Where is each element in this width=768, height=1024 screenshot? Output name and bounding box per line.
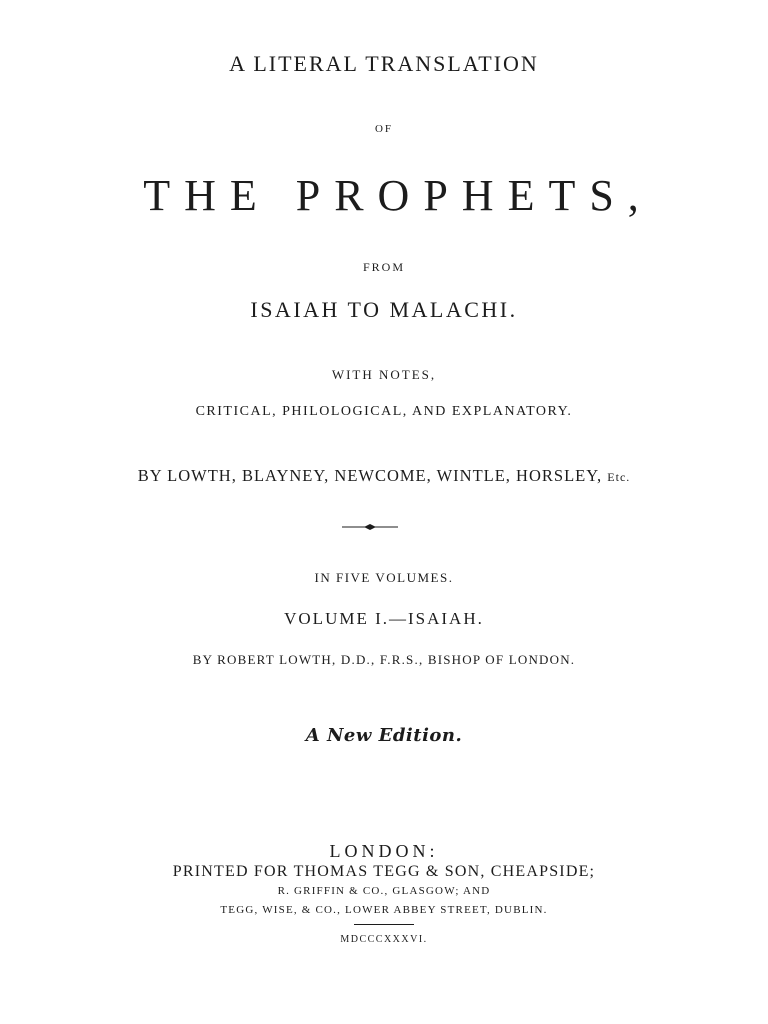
main-title: THE PROPHETS, (143, 171, 653, 220)
volume-author-line: BY ROBERT LOWTH, D.D., F.R.S., BISHOP OF LONDON. (192, 652, 576, 667)
authors-text: BY LOWTH, BLAYNEY, NEWCOME, WINTLE, HORSLEY, (137, 466, 603, 485)
title-line-of: OF (374, 123, 394, 135)
authors-line (0, 468, 768, 485)
authors-etc: Etc. (607, 470, 631, 484)
subtitle: ISAIAH TO MALACHI. (250, 297, 518, 322)
imprint-place: LONDON: (329, 841, 439, 861)
title-line-from: FROM (362, 260, 405, 274)
volume-line: VOLUME I.—ISAIAH. (284, 609, 484, 628)
imprint-printer-dublin: TEGG, WISE, & CO., LOWER ABBEY STREET, DUBLIN. (220, 904, 548, 916)
title-line-literal-translation: A LITERAL TRANSLATION (229, 51, 539, 76)
edition-line: A New Edition. (305, 725, 463, 746)
imprint-date: MDCCCXXXVI. (340, 934, 428, 945)
notes-kind-line: CRITICAL, PHILOLOGICAL, AND EXPLANATORY. (195, 404, 573, 419)
imprint-printer: PRINTED FOR THOMAS TEGG & SON, CHEAPSIDE; (172, 863, 596, 880)
ornament-divider (342, 520, 398, 534)
with-notes-line: WITH NOTES, (331, 367, 437, 382)
imprint-rule (354, 924, 414, 925)
imprint-printer-glasgow: R. GRIFFIN & CO., GLASGOW; AND (277, 885, 491, 897)
volumes-count-line: IN FIVE VOLUMES. (314, 570, 454, 585)
